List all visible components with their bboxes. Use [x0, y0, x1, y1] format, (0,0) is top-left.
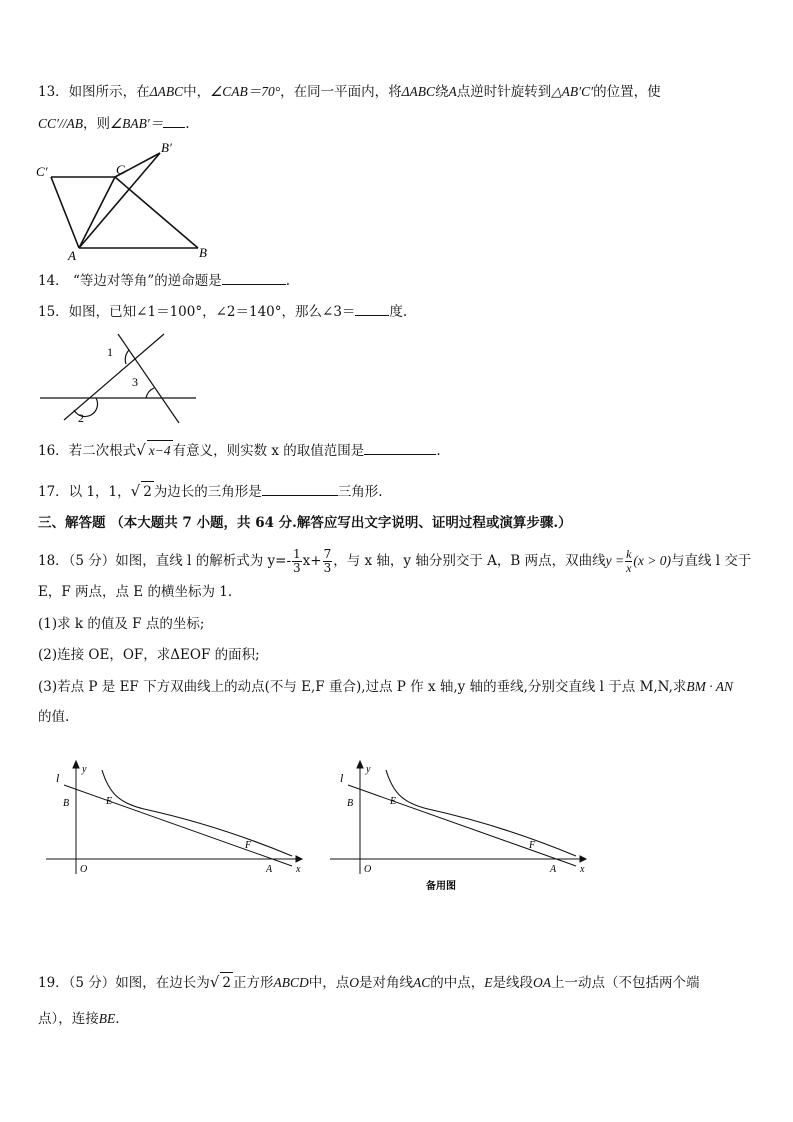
q19-text: 是对角线	[358, 975, 413, 991]
q16-radicand: x−4	[147, 440, 173, 461]
q18b-label-F: F	[529, 840, 536, 851]
q18-text: x+	[302, 553, 322, 569]
q13-triangle: ΔABC	[401, 84, 436, 99]
q18-label-x: x	[296, 864, 301, 875]
answer-blank[interactable]	[262, 481, 338, 496]
q18-figure-backup	[328, 758, 598, 894]
q18-frac1: $\frac{1}{3}$	[293, 547, 301, 575]
q15	[38, 301, 407, 322]
q13-text: ，在同一平面内，将	[280, 84, 402, 100]
sqrt-sign-icon: √	[209, 973, 220, 991]
q16-text: 16．若二次根式	[38, 443, 137, 459]
q13-label-B: B	[199, 245, 207, 260]
q18-text: ，与 x 轴，y 轴分别交于 A，B 两点，双曲线	[333, 553, 606, 569]
q19-radicand: 2	[220, 972, 233, 993]
q18-label-y: y	[82, 764, 87, 775]
q18-text: 与直线 l 交于	[671, 553, 752, 569]
q19-line2	[38, 1009, 120, 1029]
q19-square: ABCD	[273, 975, 309, 990]
sqrt-sign-icon: √	[130, 482, 141, 500]
q16-end: .	[436, 443, 441, 459]
q18-line1	[38, 544, 751, 578]
q13-label-C: C	[116, 162, 125, 177]
q19-point-O: O	[349, 975, 359, 990]
q17-text: 17．以 1，1，	[38, 484, 131, 500]
q19-segment-BE: BE	[98, 1011, 116, 1026]
q18b-label-B: B	[347, 798, 354, 809]
q13-figure	[30, 138, 220, 262]
q13-triangle: ΔABC	[149, 84, 184, 99]
q19-text: 上一动点（不包括两个端	[550, 975, 700, 991]
q14-end: .	[285, 273, 291, 289]
q18-frac2: $\frac{7}{3}$	[323, 547, 332, 575]
q18-expression: BM · AN	[686, 679, 734, 694]
q13-text: .	[185, 116, 190, 132]
q19-text: 正方形	[232, 975, 274, 991]
q18-part2: (2)连接 OE，OF，求ΔEOF 的面积;	[38, 647, 260, 663]
q13-parallel: CC′//AB	[38, 116, 83, 131]
q15-label-2: 2	[78, 411, 84, 425]
q18-label-E: E	[106, 796, 113, 807]
q15-label-3: 3	[132, 375, 138, 389]
q18-text: 18．（5 分）如图，直线 l 的解析式为 y=-	[38, 553, 291, 569]
q13-angle: ∠CAB＝70°	[210, 84, 281, 99]
q13-line1	[38, 82, 661, 102]
q18-caption: 备用图	[426, 881, 456, 892]
q19-text: 中，点	[308, 975, 350, 991]
q17-radicand: 2	[141, 481, 154, 502]
q19-point-E: E	[484, 975, 493, 990]
q13-text: 点逆时针旋转到	[456, 84, 552, 100]
q18-label-F: F	[245, 840, 252, 851]
q19-text: 19．（5 分）如图，在边长为	[38, 975, 210, 991]
q13-text: ，则	[82, 116, 110, 132]
q19-text: 的中点，	[430, 975, 485, 991]
q15-end: 度.	[389, 304, 408, 320]
q18-frac3: $\frac{k}{x}$	[626, 547, 632, 575]
q16	[38, 440, 441, 461]
q18b-label-x: x	[580, 864, 585, 875]
q18b-label-E: E	[390, 796, 397, 807]
q18b-label-l: l	[340, 771, 344, 785]
q13-text: 的位置，使	[593, 84, 661, 100]
q18-domain: (x > 0)	[633, 553, 671, 568]
q19-end: .	[115, 1011, 120, 1027]
q18b-label-A: A	[550, 864, 557, 875]
section-3-title: 三、解答题 （本大题共 7 小题，共 64 分.解答应写出文字说明、证明过程或演算步骤.）	[38, 515, 572, 531]
answer-blank[interactable]	[163, 113, 185, 128]
q15-label-1: 1	[107, 345, 113, 359]
q14-text: 14． “等边对等角”的逆命题是	[38, 273, 222, 289]
q14	[38, 270, 290, 291]
q19-line1	[38, 972, 699, 993]
q18-label-O: O	[80, 864, 88, 875]
answer-blank[interactable]	[364, 440, 436, 455]
q18-part3-end: 的值.	[38, 709, 70, 725]
q18-label-A: A	[266, 864, 273, 875]
answer-blank[interactable]	[222, 270, 286, 285]
q17	[38, 481, 383, 502]
q16-text: 有意义，则实数 x 的取值范围是	[172, 443, 365, 459]
q19-diagonal: AC	[412, 975, 431, 990]
q15-text: 15．如图，已知∠1＝100°，∠2＝140°，那么∠3＝	[38, 304, 356, 320]
q18b-label-y: y	[366, 764, 371, 775]
q18-text: (3)若点 P 是 EF 下方双曲线上的动点(不与 E,F 重合),过点 P 作 x 轴,y 轴的垂线,分别交直线 l 于点 M,N,求	[38, 679, 687, 695]
q18-label-B: B	[63, 798, 70, 809]
q18b-label-O: O	[364, 864, 372, 875]
q13-triangle2: △AB′C′	[551, 84, 594, 99]
q19-segment: OA	[532, 975, 551, 990]
sqrt-sign-icon: √	[136, 441, 146, 459]
q18-label-l: l	[56, 771, 60, 785]
answer-blank[interactable]	[355, 301, 389, 316]
q17-end: 三角形.	[337, 484, 383, 500]
q13-point: A	[448, 84, 457, 99]
q18-part1: (1)求 k 的值及 F 点的坐标;	[38, 616, 205, 632]
q13-text: 中，	[183, 84, 211, 100]
q19-text: 是线段	[492, 975, 533, 991]
q15-figure	[36, 328, 206, 428]
q13-text: 13．如图所示，在	[38, 84, 150, 100]
q18-figure-main	[44, 758, 314, 878]
q13-label-B1: B′	[161, 140, 172, 155]
q17-text: 为边长的三角形是	[153, 484, 262, 500]
q18-part3	[38, 677, 733, 697]
q13-label-A: A	[68, 248, 76, 262]
q18-hyperbola: y =	[605, 553, 625, 568]
q13-answer-angle: ∠BAB′＝	[109, 116, 164, 131]
q19-text: 点），连接	[38, 1011, 99, 1027]
q13-label-C1: C′	[36, 164, 48, 179]
q13-line2	[38, 113, 190, 134]
q13-text: 绕	[435, 84, 449, 100]
q18-line2: E，F 两点，点 E 的横坐标为 1.	[38, 584, 233, 600]
